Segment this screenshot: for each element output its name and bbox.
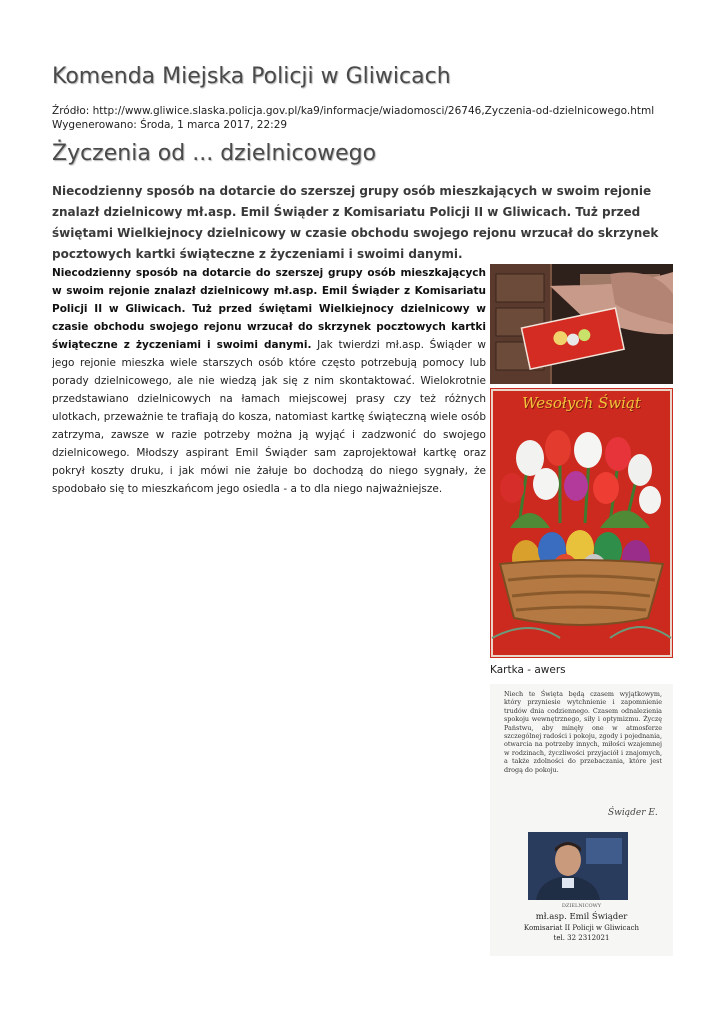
source-url: Źródło: http://www.gliwice.slaska.policja.gov.pl/ka9/informacje/wiadomosci/26746,Zyczenia-od-dzielnicowego.html (52, 105, 655, 117)
card-greeting: Wesołych Świąt (522, 394, 641, 412)
article-body (52, 264, 486, 498)
photo-card-back (490, 684, 673, 956)
card-signature: Świąder E. (608, 808, 658, 818)
mailbox-illustration (490, 264, 673, 384)
photo-mailbox (490, 264, 673, 384)
image-caption: Kartka - awers (490, 664, 566, 676)
article-title: Życzenia od ... dzielnicowego (52, 141, 377, 166)
photo-card-front (490, 388, 673, 658)
card-back-text: Niech te Święta będą czasem wyjątkowym, który przyniesie wytchnienie i zapomnienie trudów dnia codziennego. Czasem odnalezienia spokoju wewnętrznego, siły i optymizmu. Życzę Państwu, aby minęły one w atmosferze szczególnej radości i pokoju, zgody i pojednania, otwarcia na potrzeby innych, miłości wzajemnej w rodzinach, życzliwości przyjaciół i znajomych, a także zdolności do przebaczania, które jest drogą do pokoju. (504, 690, 662, 774)
officer-portrait-illustration (528, 832, 628, 900)
card-office: Komisariat II Policji w Gliwicach (523, 924, 640, 932)
article-lead: Niecodzienny sposób na dotarcie do szerszej grupy osób mieszkających w swoim rejonie znalazł dzielnicowy mł.asp. Emil Świąder z Komisariatu Policji II w Gliwicach. Tuż przed świętami Wielkiejnocy dzielnicowy w czasie obchodu swojego rejonu wrzucał do skrzynek pocztowych kartki świąteczne z życzeniami i swoimi danymi. (52, 184, 659, 261)
card-officer-name: mł.asp. Emil Świąder (535, 912, 628, 922)
article-body-bold: Niecodzienny sposób na dotarcie do szerszej grupy osób mieszkających w swoim rejonie znalazł dzielnicowy mł.asp. Emil Świąder z Komisariatu Policji II w Gliwicach. Tuż przed świętami Wielkiejnocy dzielnicowy w czasie obchodu swojego rejonu wrzucał do skrzynek pocztowych kartki świąteczne z życzeniami i swoimi danymi. (52, 267, 486, 351)
officer-photo (528, 832, 628, 900)
card-role: DZIELNICOWY (561, 903, 602, 909)
page-meta (52, 104, 654, 132)
article-body-rest: Jak twierdzi mł.asp. Świąder w jego rejonie mieszka wiele starszych osób które często potrzebują pomocy lub porady dzielnicowego, ale nie wiedzą jak się z nim skontaktować. Wielokrotnie przedstawiano dzielnicowych na łamach miejscowej prasy czy też różnych ulotkach, przeważnie te trafiają do kosza, natomiast kartkę świąteczną wiele osób zatrzyma, zawsze w razie potrzeby można ją wyjąć i zadzwonić do swojego dzielnicowego. Młodszy aspirant Emil Świąder sam zaprojektował kartkę oraz pokrył koszty druku, i jak mówi nie żałuje bo dochodzą do niego sygnały, że spodobało się to mieszkańcom jego osiedla - a to dla niego najważniejsze. (52, 339, 487, 495)
easter-basket-illustration (490, 388, 673, 658)
card-phone: tel. 32 2312021 (553, 934, 610, 942)
site-title: Komenda Miejska Policji w Gliwicach (52, 64, 451, 89)
generated-date: Wygenerowano: Środa, 1 marca 2017, 22:29 (52, 119, 288, 131)
